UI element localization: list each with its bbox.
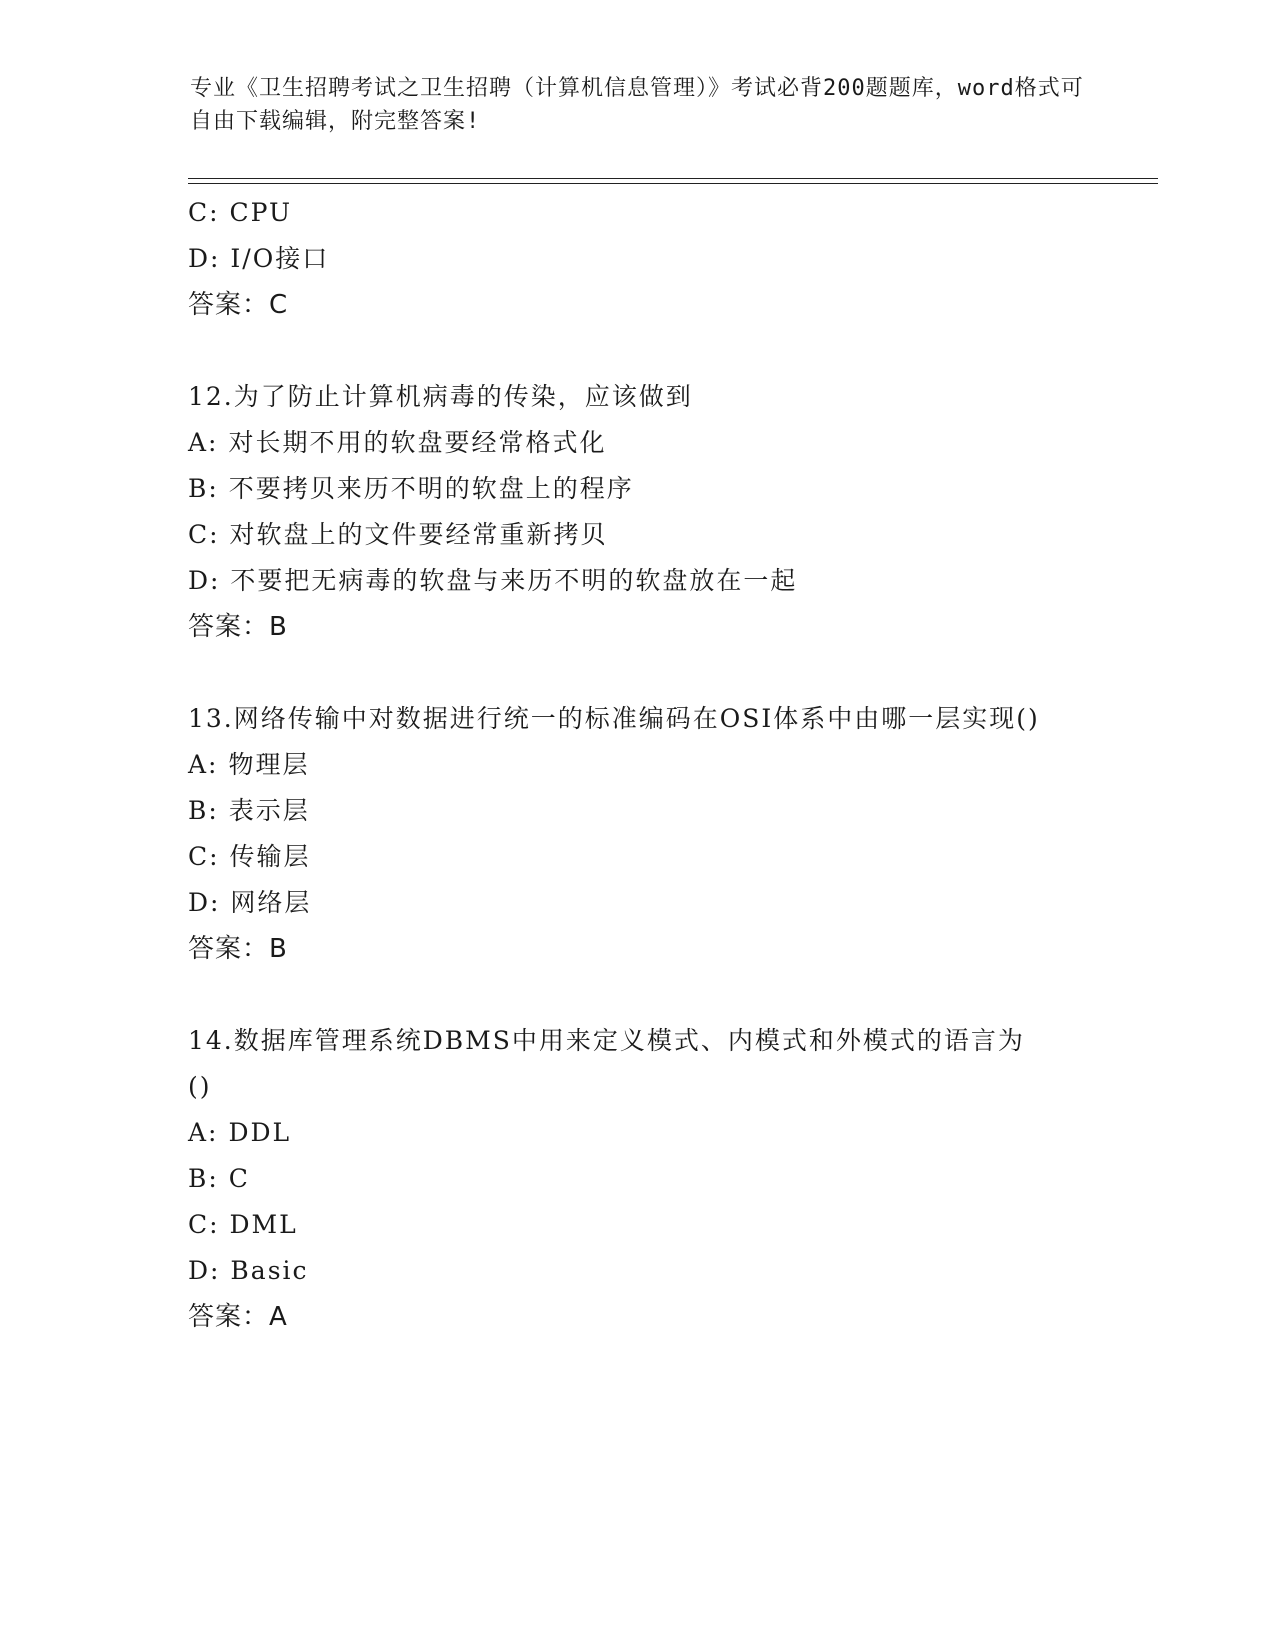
spacer bbox=[188, 972, 1118, 1018]
option-text: I/O接口 bbox=[230, 244, 330, 273]
option-letter: A: bbox=[188, 1118, 219, 1147]
option-letter: D: bbox=[188, 1256, 221, 1285]
option-text: 网络层 bbox=[230, 888, 312, 917]
option-text: 传输层 bbox=[229, 842, 311, 871]
option-c bbox=[188, 190, 1118, 236]
option-c bbox=[188, 834, 1118, 880]
answer-line: 答案：B bbox=[188, 612, 288, 642]
spacer bbox=[188, 650, 1118, 696]
option-text: 不要拷贝来历不明的软盘上的程序 bbox=[228, 474, 634, 503]
option-text: C bbox=[228, 1164, 250, 1193]
question-title: 13.网络传输中对数据进行统一的标准编码在OSI体系中由哪一层实现() bbox=[188, 704, 1040, 733]
option-text: 对长期不用的软盘要经常格式化 bbox=[228, 428, 607, 457]
option-d bbox=[188, 558, 1118, 604]
answer-line: 答案：A bbox=[188, 1302, 288, 1332]
option-text: DDL bbox=[228, 1118, 292, 1147]
header-rule-bottom bbox=[188, 183, 1158, 184]
option-b bbox=[188, 1156, 1118, 1202]
question-14 bbox=[188, 1018, 1118, 1340]
option-a bbox=[188, 1110, 1118, 1156]
option-a bbox=[188, 742, 1118, 788]
option-letter: C: bbox=[188, 520, 220, 549]
option-letter: C: bbox=[188, 842, 220, 871]
option-letter: B: bbox=[188, 1164, 219, 1193]
answer-line: 答案：C bbox=[188, 290, 289, 320]
option-b bbox=[188, 466, 1118, 512]
option-text: 物理层 bbox=[228, 750, 310, 779]
option-d bbox=[188, 236, 1118, 282]
option-letter: D: bbox=[188, 244, 221, 273]
option-letter: A: bbox=[188, 428, 219, 457]
answer-line: 答案：B bbox=[188, 934, 288, 964]
spacer bbox=[188, 328, 1118, 374]
option-letter: D: bbox=[188, 566, 221, 595]
option-letter: B: bbox=[188, 474, 219, 503]
header-rule-top bbox=[188, 178, 1158, 179]
option-text: DML bbox=[229, 1210, 298, 1239]
question-13 bbox=[188, 696, 1118, 972]
option-letter: D: bbox=[188, 888, 221, 917]
question-fragment bbox=[188, 190, 1118, 328]
option-letter: B: bbox=[188, 796, 219, 825]
option-a bbox=[188, 420, 1118, 466]
option-text: 表示层 bbox=[228, 796, 310, 825]
option-text: Basic bbox=[230, 1256, 309, 1285]
option-letter: A: bbox=[188, 750, 219, 779]
question-list bbox=[188, 190, 1118, 1340]
option-text: 不要把无病毒的软盘与来历不明的软盘放在一起 bbox=[230, 566, 798, 595]
question-title: 14.数据库管理系统DBMS中用来定义模式、内模式和外模式的语言为() bbox=[188, 1026, 1025, 1101]
option-d bbox=[188, 880, 1118, 926]
option-text: 对软盘上的文件要经常重新拷贝 bbox=[229, 520, 608, 549]
option-c bbox=[188, 512, 1118, 558]
option-letter: C: bbox=[188, 198, 220, 227]
option-b bbox=[188, 788, 1118, 834]
document-header: 专业《卫生招聘考试之卫生招聘（计算机信息管理）》考试必背200题题库，word格式可自由下载编辑，附完整答案! bbox=[190, 76, 1084, 134]
question-title: 12.为了防止计算机病毒的传染，应该做到 bbox=[188, 382, 693, 411]
option-text: CPU bbox=[229, 198, 293, 227]
option-letter: C: bbox=[188, 1210, 220, 1239]
option-c bbox=[188, 1202, 1118, 1248]
question-12 bbox=[188, 374, 1118, 650]
option-d bbox=[188, 1248, 1118, 1294]
